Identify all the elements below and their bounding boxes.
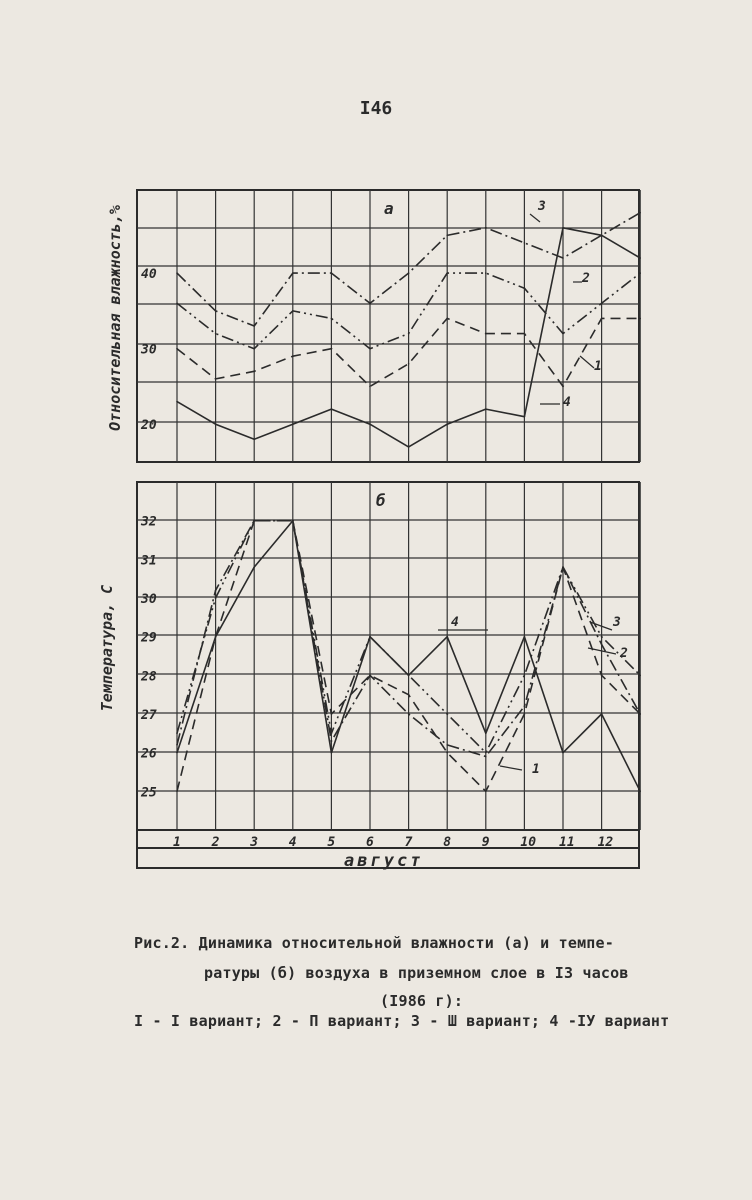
- x-tick-label: 11: [559, 835, 575, 850]
- data-point-series-2: [176, 733, 178, 735]
- series-annotation-4: 4: [563, 395, 571, 410]
- data-point-series-4: [446, 423, 448, 425]
- panel-label: а: [384, 199, 394, 218]
- annotation-leader: [530, 214, 540, 222]
- data-point-series-1: [215, 378, 217, 380]
- data-point-series-4: [292, 423, 294, 425]
- data-point-series-3: [562, 257, 564, 259]
- y-tick-label: 29: [141, 630, 157, 646]
- x-tick-label: 9: [481, 835, 490, 850]
- data-point-series-4: [408, 446, 410, 448]
- y-tick-label: 32: [141, 514, 157, 530]
- data-point-series-1: [601, 318, 603, 320]
- figure-caption-line-3: (I986 г):: [380, 992, 464, 1010]
- data-point-series-3: [485, 227, 487, 229]
- series-annotation-3: 3: [538, 199, 546, 214]
- chart-panel-humidity: [106, 190, 641, 462]
- data-point-series-3: [485, 756, 487, 758]
- data-point-series-2: [562, 333, 564, 335]
- y-axis-label: Относительная влажность,%: [106, 205, 124, 431]
- data-point-series-2: [292, 310, 294, 312]
- data-point-series-1: [369, 386, 371, 388]
- data-point-series-4: [176, 401, 178, 403]
- data-point-series-3: [601, 644, 603, 646]
- series-annotation-4: 4: [451, 615, 459, 630]
- data-point-series-3: [369, 303, 371, 305]
- y-tick-label: 31: [141, 553, 157, 569]
- annotation-leader: [580, 356, 594, 368]
- series-annotation-3: 3: [613, 615, 621, 630]
- data-point-series-2: [639, 272, 641, 274]
- series-annotation-2: 2: [582, 271, 590, 286]
- data-point-series-1: [601, 675, 603, 677]
- data-point-series-4: [331, 752, 333, 754]
- x-tick-label: 3: [250, 835, 259, 850]
- data-point-series-1: [485, 791, 487, 793]
- data-point-series-4: [215, 423, 217, 425]
- y-tick-label: 28: [141, 669, 157, 685]
- data-point-series-3: [331, 272, 333, 274]
- data-point-series-2: [524, 287, 526, 289]
- y-tick-label: 26: [141, 746, 157, 762]
- x-tick-label: 2: [211, 835, 220, 850]
- x-tick-label: 12: [597, 835, 614, 850]
- annotation-leader: [500, 766, 522, 770]
- data-point-series-4: [524, 416, 526, 418]
- data-point-series-4: [176, 752, 178, 754]
- x-tick-label: 5: [327, 835, 336, 850]
- data-point-series-4: [331, 408, 333, 410]
- data-point-series-4: [601, 713, 603, 715]
- data-point-series-2: [215, 597, 217, 599]
- data-point-series-1: [485, 333, 487, 335]
- data-point-series-1: [176, 348, 178, 350]
- data-point-series-2: [176, 303, 178, 305]
- data-point-series-1: [176, 791, 178, 793]
- data-point-series-3: [408, 713, 410, 715]
- data-point-series-2: [331, 318, 333, 320]
- data-point-series-1: [446, 318, 448, 320]
- data-point-series-4: [369, 636, 371, 638]
- data-point-series-3: [292, 272, 294, 274]
- x-tick-label: 10: [520, 835, 537, 850]
- figure-caption-line-4: I - I вариант; 2 - П вариант; 3 - Ш вариант; 4 -IУ вариант: [134, 1012, 670, 1030]
- page-number: I46: [359, 98, 393, 119]
- data-point-series-3: [524, 705, 526, 707]
- data-point-series-1: [292, 355, 294, 357]
- data-point-series-2: [601, 636, 603, 638]
- x-tick-label: 1: [173, 835, 181, 850]
- series-annotation-1: 1: [532, 762, 540, 777]
- figure-caption-line-1: Рис.2. Динамика относительной влажности (а) и темпе-: [134, 934, 614, 952]
- data-point-series-2: [215, 333, 217, 335]
- data-point-series-1: [408, 363, 410, 365]
- data-point-series-3: [215, 310, 217, 312]
- y-axis-label: Температура, С: [98, 584, 116, 712]
- figure-caption-line-2: ратуры (б) воздуха в приземном слое в I3 часов: [204, 964, 629, 982]
- data-point-series-1: [331, 713, 333, 715]
- y-tick-label: 20: [141, 418, 157, 434]
- x-tick-label: 8: [443, 835, 452, 850]
- data-point-series-2: [408, 333, 410, 335]
- data-point-series-3: [562, 566, 564, 568]
- data-point-series-2: [485, 272, 487, 274]
- data-point-series-1: [524, 713, 526, 715]
- data-point-series-3: [176, 272, 178, 274]
- data-point-series-3: [369, 675, 371, 677]
- panel-frame: [137, 190, 639, 462]
- panel-label: б: [376, 491, 386, 510]
- data-point-series-2: [601, 303, 603, 305]
- data-point-series-2: [253, 348, 255, 350]
- data-point-series-1: [446, 752, 448, 754]
- x-axis-label: август: [344, 851, 424, 871]
- data-point-series-1: [408, 694, 410, 696]
- data-point-series-1: [253, 371, 255, 373]
- data-point-series-2: [639, 675, 641, 677]
- data-point-series-4: [253, 439, 255, 441]
- data-point-series-3: [446, 744, 448, 746]
- data-point-series-3: [331, 740, 333, 742]
- data-point-series-3: [176, 744, 178, 746]
- series-annotation-1: 1: [594, 359, 602, 374]
- data-point-series-4: [562, 227, 564, 229]
- data-point-series-3: [253, 520, 255, 522]
- data-point-series-3: [639, 212, 641, 214]
- data-point-series-3: [215, 589, 217, 591]
- data-point-series-1: [524, 333, 526, 335]
- y-tick-label: 40: [141, 267, 157, 283]
- data-point-series-2: [485, 752, 487, 754]
- panel-frame: [137, 482, 639, 868]
- data-point-series-4: [369, 423, 371, 425]
- data-point-series-4: [601, 235, 603, 237]
- data-point-series-2: [369, 348, 371, 350]
- data-point-series-3: [524, 242, 526, 244]
- x-tick-label: 4: [288, 835, 297, 850]
- data-point-series-3: [639, 713, 641, 715]
- data-point-series-4: [292, 520, 294, 522]
- data-point-series-2: [446, 713, 448, 715]
- data-point-series-4: [485, 733, 487, 735]
- data-point-series-4: [215, 636, 217, 638]
- data-point-series-1: [331, 348, 333, 350]
- data-point-series-1: [562, 386, 564, 388]
- x-tick-label: 6: [366, 835, 374, 850]
- data-point-series-3: [408, 272, 410, 274]
- y-tick-label: 25: [141, 785, 157, 801]
- data-point-series-3: [446, 235, 448, 237]
- data-point-series-4: [253, 566, 255, 568]
- chart-panel-temperature: [98, 482, 641, 871]
- data-point-series-4: [639, 257, 641, 259]
- data-point-series-4: [408, 675, 410, 677]
- data-point-series-2: [446, 272, 448, 274]
- y-tick-label: 30: [141, 592, 157, 607]
- data-point-series-2: [524, 675, 526, 677]
- data-point-series-4: [639, 791, 641, 793]
- y-tick-label: 30: [141, 342, 157, 358]
- data-point-series-4: [485, 408, 487, 410]
- data-point-series-3: [253, 325, 255, 327]
- x-tick-label: 7: [404, 835, 413, 850]
- data-point-series-4: [524, 636, 526, 638]
- y-tick-label: 27: [141, 708, 157, 723]
- data-point-series-4: [446, 636, 448, 638]
- data-point-series-1: [639, 318, 641, 320]
- series-annotation-2: 2: [620, 646, 628, 661]
- data-point-series-4: [562, 752, 564, 754]
